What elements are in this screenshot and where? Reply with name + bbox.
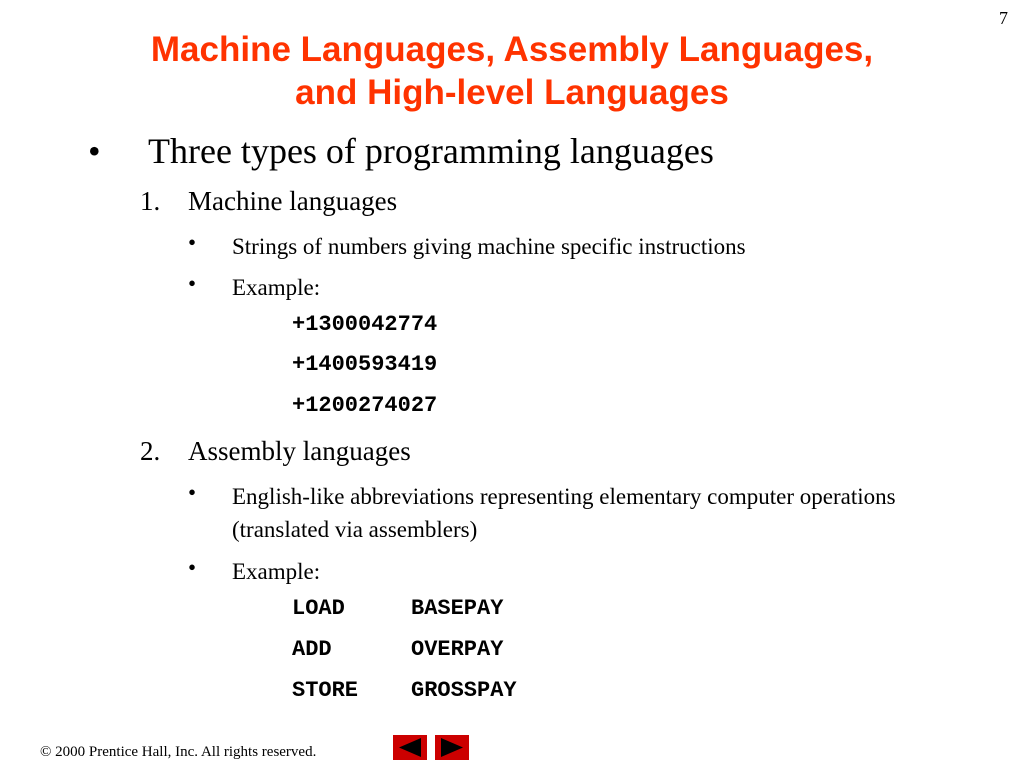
sub-bullet-text: Example: (232, 559, 321, 584)
slide-title (0, 28, 1024, 114)
copyright-footer (40, 744, 316, 761)
left-arrow-icon (393, 735, 427, 760)
sub-bullet-text: English-like abbreviations representing elementary computer operations (translated via assemblers) (232, 484, 896, 542)
machine-code-line: +1300042774 (292, 312, 438, 337)
assembly-code-line (292, 637, 503, 662)
main-bullet-text: Three types of programming languages (148, 131, 714, 171)
assembly-code-line (292, 596, 503, 621)
slide-title-line-1: Machine Languages, Assembly Languages, (150, 30, 874, 69)
bullet-icon: • (188, 480, 197, 505)
assembly-operand: GROSSPAY (411, 678, 517, 703)
sub-bullet-text: Strings of numbers giving machine specific instructions (232, 234, 746, 259)
machine-code-line: +1200274027 (292, 393, 438, 418)
bullet-icon: • (88, 131, 101, 171)
right-arrow-icon (435, 735, 469, 760)
next-slide-button[interactable] (435, 735, 469, 760)
slide-title-line-2: and High-level Languages (295, 73, 729, 112)
copyright-text: 2000 Prentice Hall, Inc. All rights reserved. (55, 744, 317, 760)
bullet-icon: • (188, 230, 197, 255)
sub-bullet-text: Example: (232, 275, 321, 300)
assembly-code-line (292, 678, 517, 703)
assembly-opcode: STORE (292, 678, 359, 703)
assembly-operand: OVERPAY (411, 637, 504, 662)
bullet-icon: • (188, 271, 197, 296)
copyright-icon: © (40, 744, 52, 760)
previous-slide-button[interactable] (393, 735, 427, 760)
machine-code-line: +1400593419 (292, 352, 438, 377)
assembly-operand: BASEPAY (411, 596, 504, 621)
section-number: 2. (140, 436, 161, 466)
section-heading: Machine languages (188, 186, 398, 216)
bullet-icon: • (188, 555, 197, 580)
section-heading: Assembly languages (188, 436, 411, 466)
section-number: 1. (140, 186, 161, 216)
assembly-opcode: LOAD (292, 596, 345, 621)
assembly-opcode: ADD (292, 637, 332, 662)
slide-number: 7 (999, 8, 1008, 28)
